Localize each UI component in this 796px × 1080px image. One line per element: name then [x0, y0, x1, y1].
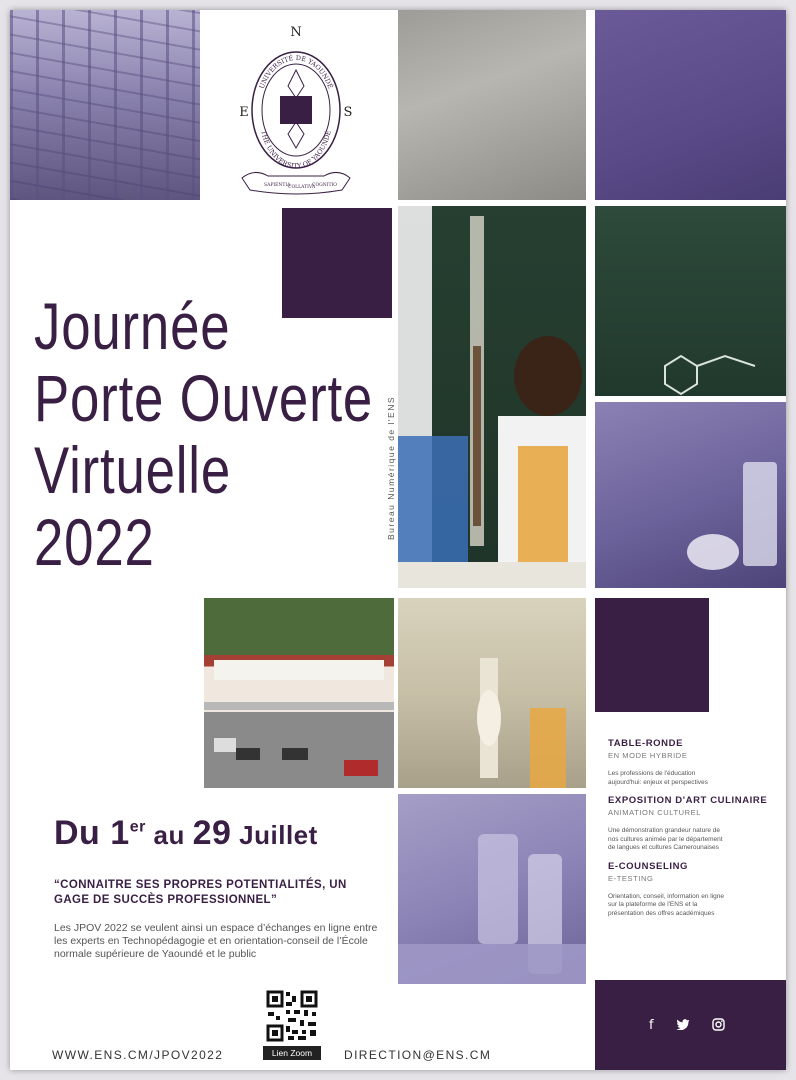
logo-compass-e: E	[239, 105, 249, 120]
date-range	[54, 814, 318, 853]
events-list	[608, 738, 786, 926]
glassware-photo	[398, 794, 586, 984]
lab-equipment-photo	[398, 598, 586, 788]
instagram-icon[interactable]	[712, 1018, 725, 1035]
event-item	[608, 738, 786, 787]
scientist-photo	[398, 206, 586, 588]
event-subtitle: EN MODE HYBRIDE	[608, 751, 688, 760]
poster	[10, 10, 786, 1070]
event-subtitle: ANIMATION CULTUREL	[608, 808, 702, 817]
social-links	[649, 1018, 725, 1035]
event-subtitle: E-TESTING	[608, 873, 654, 883]
facebook-icon[interactable]: f	[649, 1018, 654, 1033]
email-link[interactable]: DIRECTION@ENS.CM	[344, 1048, 492, 1062]
lab-pouring-photo	[398, 10, 586, 200]
event-title-text: EXPOSITION D'ART CULINAIRE	[608, 795, 768, 806]
logo-ring-top-text: UNIVERSITÉ DE YAOUNDÉ	[257, 53, 335, 90]
event-desc: Orientation, conseil, information en ligne sur la plateforme de l'ENS et la présentation des offres académiques	[608, 892, 724, 917]
website-link[interactable]: WWW.ENS.CM/JPOV2022	[52, 1048, 224, 1062]
chalkboard-photo	[595, 206, 786, 396]
logo-compass-s: S	[343, 105, 353, 120]
purple-tile-photo	[595, 10, 786, 200]
title-line-2: Porte Ouverte	[34, 361, 374, 435]
title-line-1: Journée	[34, 289, 231, 363]
event-desc: Les professions de l'éducation aujourd'hui: enjeux et perspectives	[608, 770, 708, 786]
logo-motto-2: COLLATIVA	[288, 185, 316, 190]
tagline-quote: “CONNAITRE SES PROPRES POTENTIALITÉS, UN GAGE DE SUCCÈS PROFESSIONNEL”	[54, 879, 347, 906]
event-title-text: TABLE-RONDE	[608, 738, 684, 749]
event-item	[608, 795, 786, 853]
logo-compass-n: N	[290, 25, 302, 40]
logo-motto-3: COGNITIO	[312, 183, 337, 188]
event-item	[608, 861, 786, 919]
title-line-3: Virtuelle	[34, 433, 232, 507]
date-prefix: Du 1	[54, 814, 130, 852]
qr-label: Lien Zoom	[263, 1046, 321, 1060]
date-sup: er	[129, 818, 146, 836]
title-line-4: 2022	[34, 505, 155, 579]
event-title-text: E-COUNSELING	[608, 860, 689, 872]
qr-code[interactable]	[266, 990, 318, 1042]
purple-square-decor-2	[595, 598, 709, 712]
date-day: 29	[192, 814, 232, 852]
vertical-caption: Bureau Numérique de l'ENS	[386, 395, 396, 540]
purple-lab-photo	[595, 402, 786, 588]
campus-photo	[204, 598, 394, 788]
svg-text:THE UNIVERSITY OF YAOUNDÉ	[259, 129, 333, 170]
logo-ring-bottom-text: THE UNIVERSITY OF YAOUNDÉ	[259, 129, 333, 171]
date-month: Juillet	[231, 820, 318, 850]
event-desc: Une démonstration grandeur nature de nos cultures animée par le département de langues et cultures Camerounaises	[608, 827, 723, 851]
logo-motto-1: SAPIENTIA	[264, 183, 291, 188]
greenhouse-photo	[10, 10, 200, 200]
event-description: Les JPOV 2022 se veulent ainsi un espace d’échanges en ligne entre les experts en Technopédagogie et en orientation-conseil de l’École normale supérieure de Yaoundé et le public	[54, 922, 378, 960]
event-title	[34, 289, 374, 579]
social-footer-block	[595, 980, 786, 1070]
university-logo	[238, 22, 354, 202]
date-mid: au	[145, 820, 193, 850]
twitter-icon[interactable]	[676, 1018, 690, 1035]
